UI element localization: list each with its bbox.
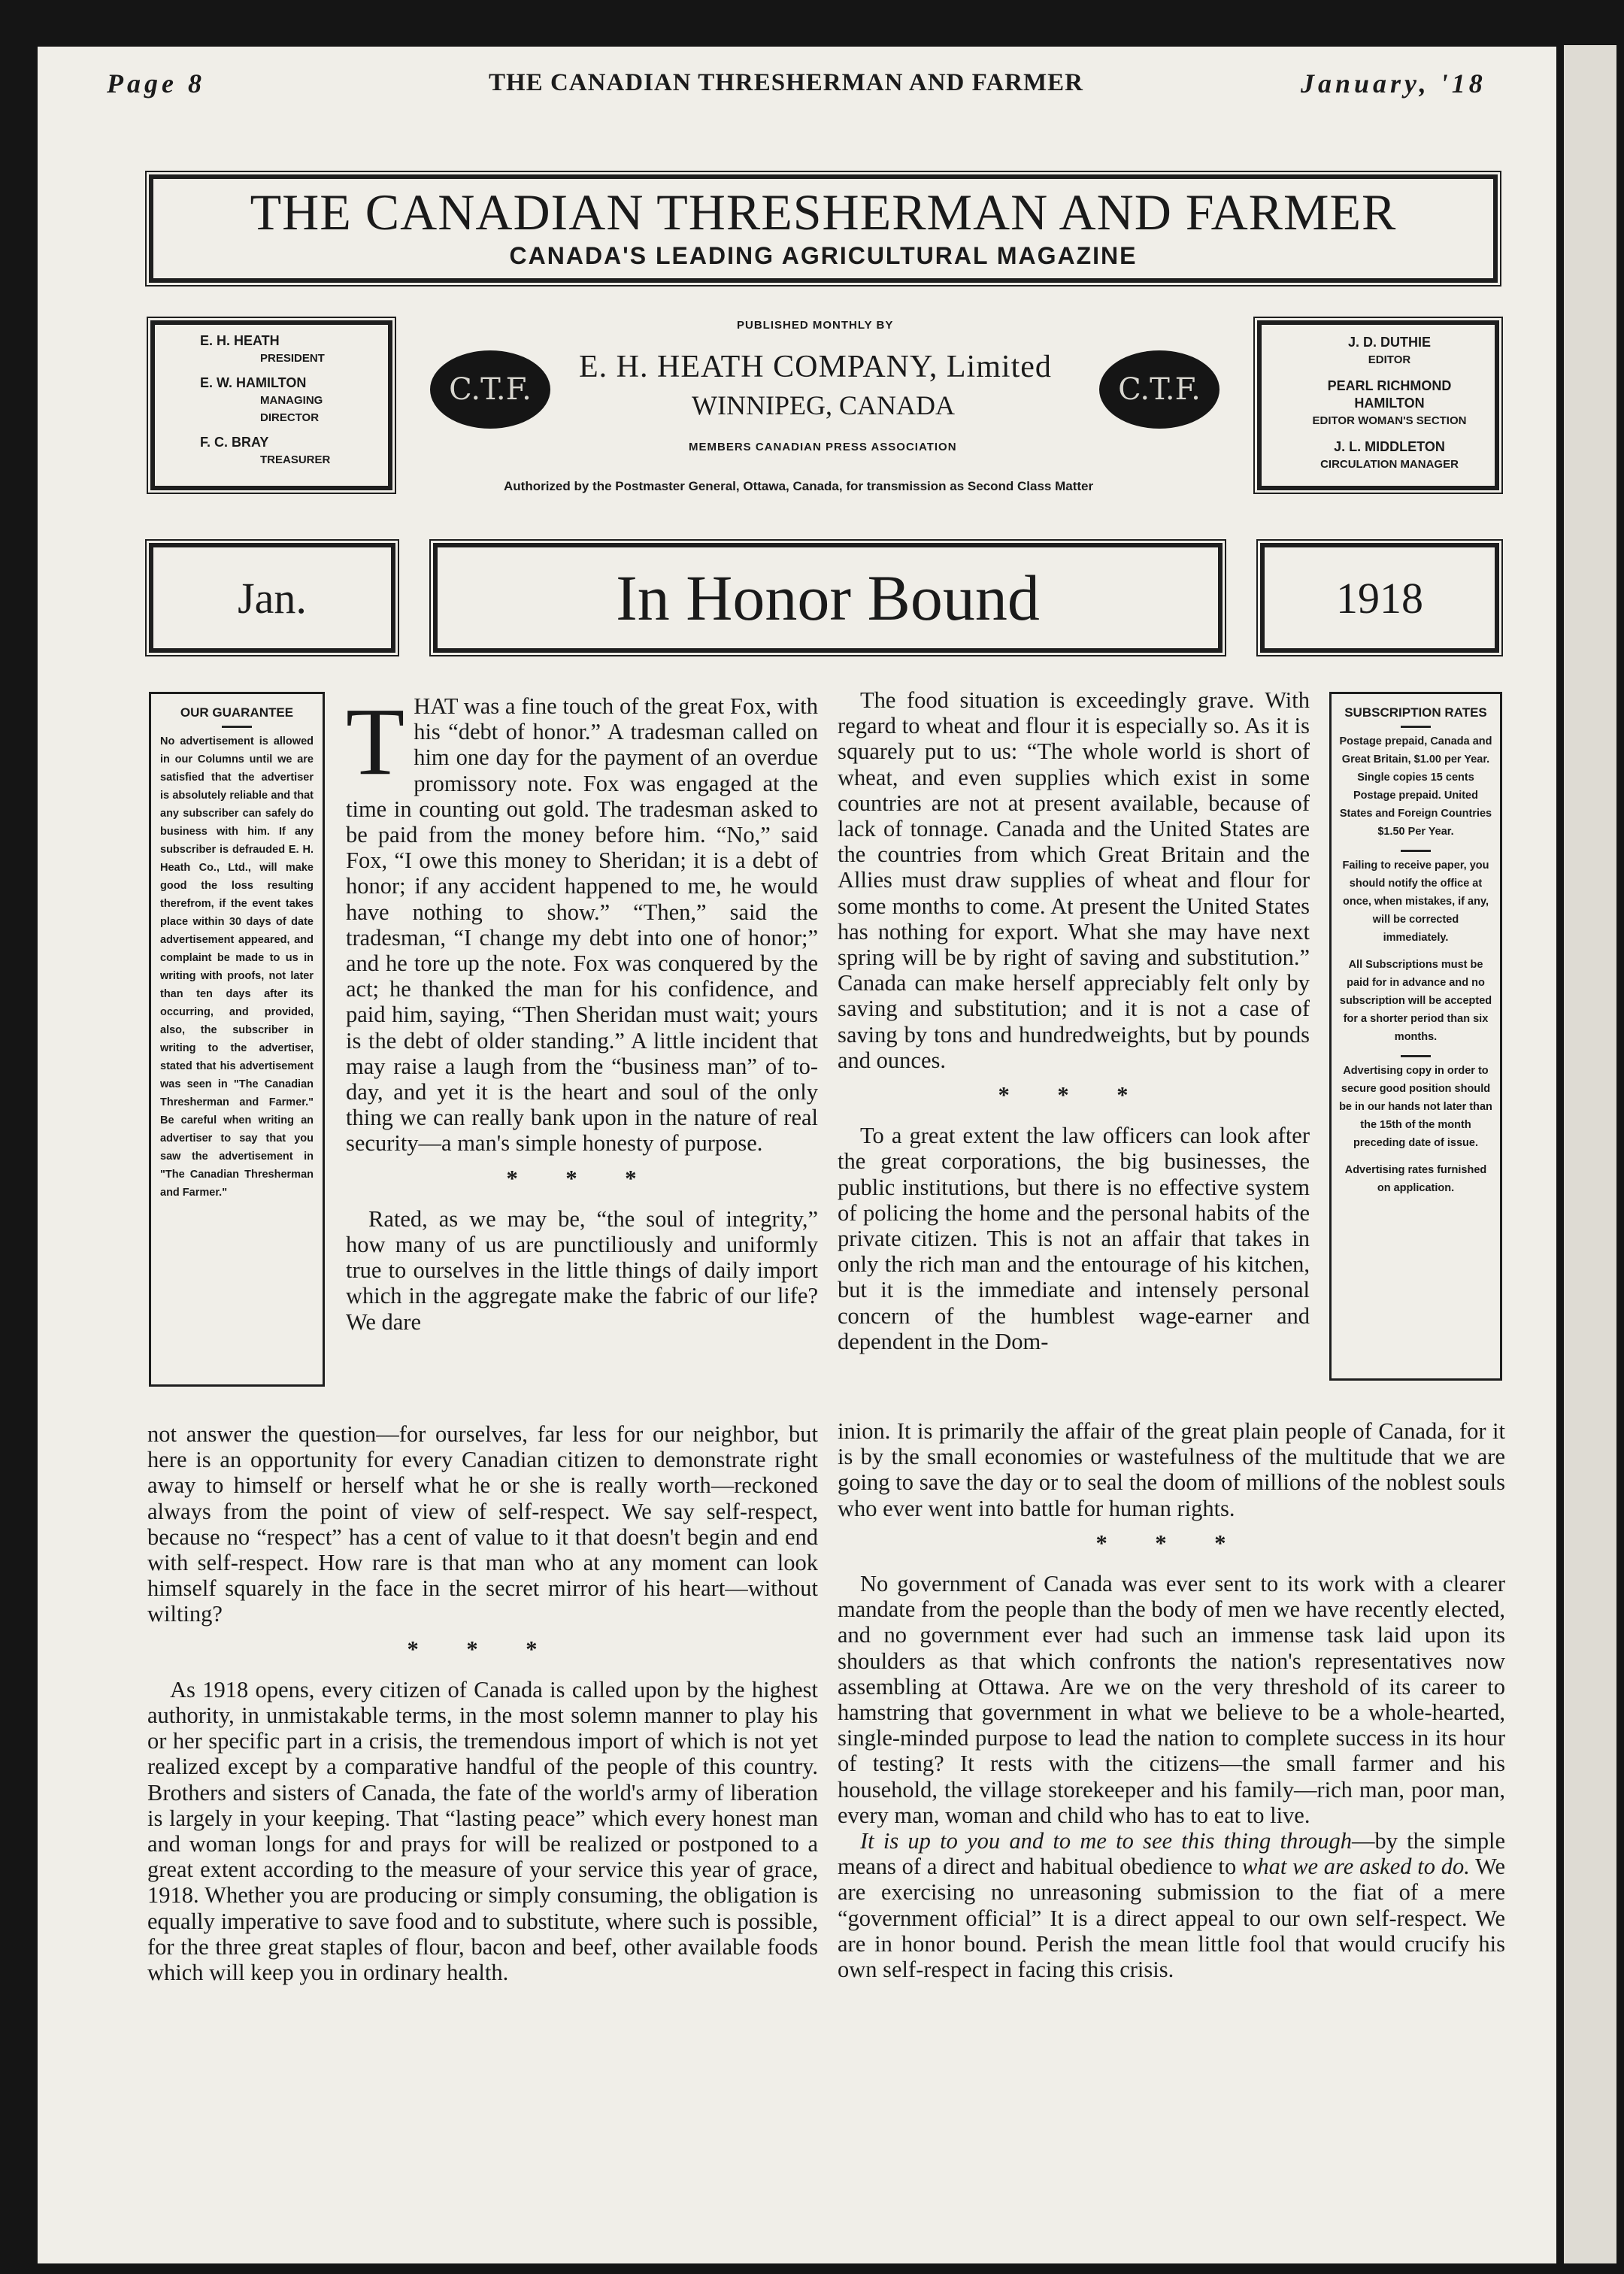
officer-entry	[155, 367, 388, 426]
paragraph-2-start: Rated, as we may be, “the soul of integrity,” how many of us are punctiliously and uniformly true to ourselves in the little things of daily import which in the aggregate make the fabric of our life? We dare	[346, 1205, 818, 1335]
officer-entry	[155, 325, 388, 367]
postal-authorization: Authorized by the Postmaster General, Ottawa, Canada, for transmission as Second Class Matter	[504, 479, 1094, 493]
drop-cap: T	[346, 688, 405, 795]
officer-name: E. W. HAMILTON	[200, 375, 307, 390]
editor-entry	[1262, 368, 1495, 429]
running-title: THE CANADIAN THRESHERMAN AND FARMER	[489, 69, 1083, 96]
paragraph-1-text: HAT was a fine touch of the great Fox, with his “debt of honor.” A tradesman called on him one day for the payment of an overdue promissory note. Fox was engaged at the time in counting out gold. The tradesman asked to be paid from the money before him. “No,” said Fox, “I owe this money to Sheridan; it is a debt of honor; if any accident happened to me, he would have nothing to show.” “Then,” said the tradesman, “I change my debt into one of honor;” and he tore up the note. Fox was conquered by the act; he thanked the man for his confidence, and paid him, saying, “Then Sheridan must wait; yours is the debt of older standing.” A little incident that may raise a laugh from the “business man” of to-day, and yet it is the heart and soul of the only thing we can really bank upon in the nature of real security—a man's simple honesty of purpose.	[346, 693, 818, 1157]
editor-role: CIRCULATION MANAGER	[1320, 458, 1459, 471]
section-break: * * *	[506, 1165, 658, 1191]
logo-monogram: C.T.F.	[449, 372, 532, 407]
editor-name: J. L. MIDDLETON	[1334, 439, 1445, 454]
issue-date: January, '18	[1301, 68, 1486, 99]
editor-name: PEARL RICHMOND HAMILTON	[1327, 378, 1452, 411]
paragraph-6: No government of Canada was ever sent to its work with a clearer mandate from the people than the body of men we have recently elected, and no government ever had such an immense task laid upon its shoulders as that which confronts the nation's representatives now assembling at Ottawa. Are we on the very threshold of its career to hamstring that government in what we believe to be a whole-hearted, single-minded purpose to lead the nation to complete success in its hour of testing? It rests with the citizens—the small farmer and his household, the village storekeeper and his family—rich man, poor man, every man, woman and child who has to eat to live.	[838, 1571, 1505, 1828]
editors-box	[1257, 320, 1499, 490]
section-break: * * *	[407, 1636, 559, 1662]
article-column-2	[838, 687, 1310, 1354]
masthead-subtitle: CANADA'S LEADING AGRICULTURAL MAGAZINE	[509, 242, 1138, 269]
article-column-1-wide	[147, 1421, 818, 1985]
press-association: MEMBERS CANADIAN PRESS ASSOCIATION	[689, 441, 957, 453]
divider	[222, 726, 252, 728]
officers-box	[150, 320, 392, 490]
paragraph-5-start: To a great extent the law officers can look after the great corporations, the big businesses, the public institutions, but there is no effective system of policing the home and the personal habits of the private citizen. This is not an affair that takes in only the rich man and the entourage of his kitchen, but it is the immediate and intensely personal concern of the humblest wage-earner and dependent in the Dom-	[838, 1123, 1310, 1354]
officer-name: E. H. HEATH	[200, 333, 280, 348]
paragraph-5-end: inion. It is primarily the affair of the great plain people of Canada, for it is by the small economies or wastefulness of the multitude that we are going to save the day or to seal the doom of millions of the noblest souls who ever went into battle for human rights.	[838, 1418, 1505, 1521]
subscription-heading: SUBSCRIPTION RATES	[1344, 705, 1487, 720]
paragraph-7-italic: It is up to you and to me to see this thing through	[860, 1828, 1352, 1854]
advertising-copy: Advertising copy in order to secure good position should be in our hands not later than the 15th of the month preceding date of issue.	[1339, 1065, 1492, 1149]
paragraph-7-mid: —by the simple means of a direct and habitual obedience to	[838, 1828, 1506, 1880]
subscription-box	[1329, 692, 1502, 1381]
monogram-logo-icon	[1099, 350, 1220, 429]
monogram-logo-icon	[430, 350, 550, 429]
guarantee-box	[149, 692, 325, 1387]
officer-entry	[155, 426, 388, 468]
subscription-rates: Postage prepaid, Canada and Great Britain, $1.00 per Year. Single copies 15 cents Postage prepaid. United States and Foreign Countries $1.50 Per Year.	[1339, 735, 1492, 838]
officer-role: TREASURER	[260, 453, 331, 466]
officer-role: PRESIDENT	[260, 352, 325, 365]
officer-name: F. C. BRAY	[200, 435, 269, 450]
article-column-1	[346, 688, 818, 1335]
divider	[1401, 1055, 1431, 1057]
officer-role: MANAGING DIRECTOR	[260, 394, 323, 424]
company-name: E. H. HEATH COMPANY, Limited	[579, 350, 1052, 384]
editor-role: EDITOR	[1368, 353, 1411, 366]
logo-monogram: C.T.F.	[1118, 372, 1201, 407]
editor-name: J. D. DUTHIE	[1347, 335, 1431, 350]
guarantee-text: No advertisement is allowed in our Columns until we are satisfied that the advertiser is absolutely reliable and that any subscriber can safely do business with him. If any subscriber is defrauded E. H. Heath Co., Ltd., will make good the loss resulting therefrom, if the event takes place within 30 days of date advertisement appeared, and complaint be made to us in writing with proofs, not later than ten days after its occurring, and provided, also, the subscriber in writing to the advertiser, stated that his advertisement was seen in "The Canadian Thresherman and Farmer." Be careful when writing an advertiser to say that you saw the advertisement in "The Canadian Thresherman and Farmer."	[160, 735, 314, 1199]
next-page-edge	[1564, 45, 1616, 2263]
headline-box	[433, 543, 1223, 653]
masthead	[149, 174, 1498, 283]
paragraph-7-rest: We are exercising no unreasoning submission to the fiat of a mere “government official” It is a direct appeal to our own self-respect. We are in honor bound. Perish the mean little fool that would crucify his own self-respect in facing this crisis.	[838, 1854, 1505, 1983]
article-headline: In Honor Bound	[616, 562, 1040, 634]
divider	[1401, 850, 1431, 852]
editor-entry	[1262, 429, 1495, 473]
paragraph-1	[346, 688, 818, 1157]
section-break: * * *	[998, 1082, 1150, 1108]
article-column-2-wide	[838, 1418, 1505, 1982]
title-year: 1918	[1336, 573, 1423, 623]
guarantee-heading: OUR GUARANTEE	[180, 705, 294, 720]
editor-role: EDITOR WOMAN'S SECTION	[1312, 414, 1467, 427]
masthead-title: THE CANADIAN THRESHERMAN AND FARMER	[250, 183, 1397, 241]
subscription-advance: All Subscriptions must be paid for in advance and no subscription will be accepted for a shorter period than six months.	[1339, 959, 1492, 1043]
paragraph-7	[838, 1828, 1505, 1982]
paragraph-2-end: not answer the question—for ourselves, far less for our neighbor, but here is an opportunity for every Canadian citizen to demonstrate right away to himself or herself what he or she is really worth—reckoned always from the point of view of self-respect. We say self-respect, because no “respect” has a cent of value to it that doesn't begin and end with self-respect. How rare is that man who at any moment can look himself squarely in the face in the secret mirror of his heart—without wilting?	[147, 1421, 818, 1627]
published-by: PUBLISHED MONTHLY BY	[737, 319, 894, 332]
editor-entry	[1262, 325, 1495, 368]
title-month: Jan.	[238, 573, 307, 623]
advertising-rates: Advertising rates furnished on application.	[1344, 1164, 1487, 1194]
title-month-box	[149, 543, 395, 653]
page-number: Page 8	[107, 68, 205, 99]
company-city: WINNIPEG, CANADA	[692, 390, 955, 420]
paragraph-4: The food situation is exceedingly grave. With regard to wheat and flour it is especially so. As it is squarely put to us: “The whole world is short of wheat, and even supplies which exist in some countries are not at present available, because of lack of tonnage. Canada and the United States are the countries from which Great Britain and the Allies must draw supplies of wheat and flour for some months to come. At present the United States has nothing for export. What she may have next spring will be by right of saving and substitution.” Canada can make herself appreciably felt only by saving and substitution; and it is not a case of saving by tons and hundredweights, but by pounds and ounces.	[838, 687, 1310, 1073]
paragraph-3: As 1918 opens, every citizen of Canada is called upon by the highest authority, in unmistakable terms, in the most solemn manner to play his or her specific part in a crisis, the tremendous import of which is not yet realized except by a comparative handful of the people of this country. Brothers and sisters of Canada, the fate of the world's army of liberation is largely in your keeping. That “lasting peace” which every honest man and woman longs for and prays for will be realized or postponed to a great extent according to the measure of your service this year of grace, 1918. Whether you are producing or simply consuming, the obligation is equally imperative to save food and to substitute, where such is possible, for the three great staples of flour, bacon and beef, other available foods which will keep you in ordinary health.	[147, 1676, 818, 1986]
title-year-box	[1260, 543, 1499, 653]
paragraph-7-italic-2: what we are asked to do.	[1242, 1854, 1470, 1880]
section-break: * * *	[1095, 1530, 1247, 1556]
subscription-failing: Failing to receive paper, you should notify the office at once, when mistakes, if any, will be corrected immediately.	[1342, 860, 1489, 944]
divider	[1401, 726, 1431, 728]
